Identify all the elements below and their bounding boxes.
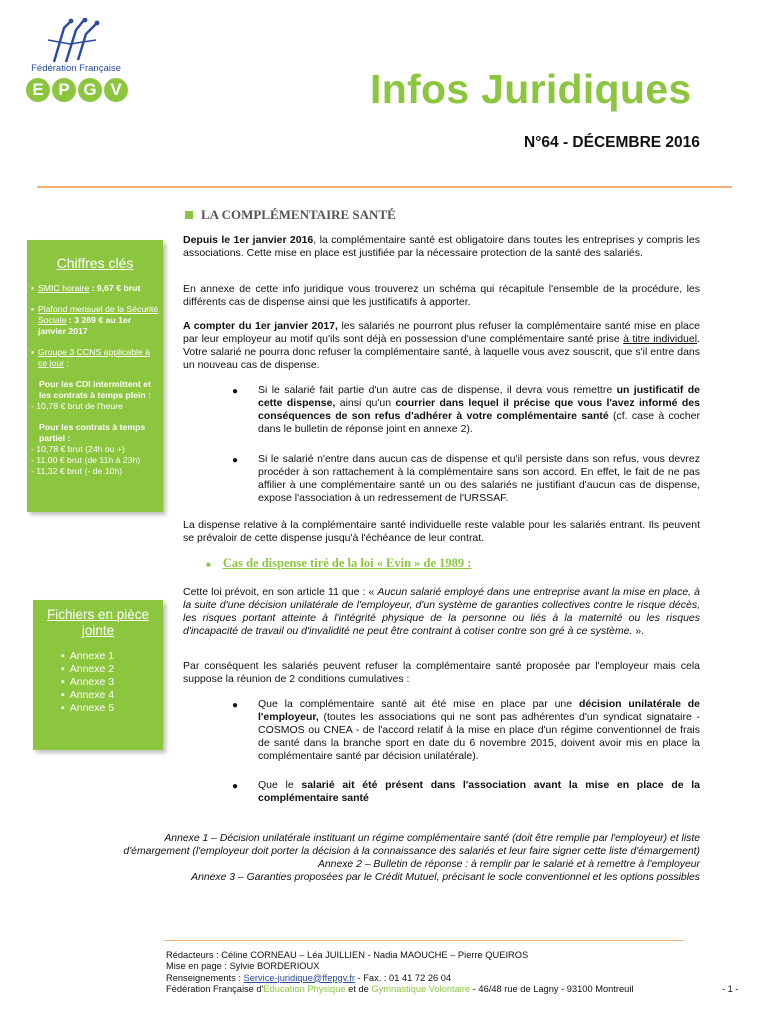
groupe-value: : bbox=[64, 358, 69, 368]
attachment-annexe-2[interactable]: ▪ Annexe 2 bbox=[61, 663, 114, 676]
plafond-item bbox=[31, 304, 161, 337]
bullet-icon: ● bbox=[232, 455, 239, 466]
key-figures-title: Chiffres clés bbox=[56, 255, 134, 271]
attachments-box bbox=[33, 600, 163, 750]
bullet-icon: ● bbox=[232, 386, 239, 397]
footer-redacteurs: Rédacteurs : Céline CORNEAU – Léa JUILLIEN - Nadia MAOUCHE – Pierre QUEIROS bbox=[166, 950, 529, 960]
partiel-title: Pour les contrats à temps partiel : bbox=[39, 422, 146, 443]
bullet-condition-1: Que la complémentaire santé ait été mise en place par une décision unilatérale de l'employeur, (toutes les associations qui ne sont pas adhérentes d'un syndicat signataire - COSMOS ou CNEA - de l'accord relatif à la mise en place d'un régime conventionnel de frais de santé dans la branche sport en date du 6 novembre 2015, doivent avoir mis en place la complémentaire santé par décision unilatérale). bbox=[258, 698, 700, 762]
key-figures-box bbox=[27, 240, 163, 512]
bullet-condition-2: Que le salarié ait été présent dans l'association avant la mise en place de la complémentaire santé bbox=[258, 779, 700, 804]
logo-letter-g: G bbox=[78, 78, 102, 102]
groupe-label: Groupe 3 CCNS applicable à ce jour bbox=[38, 347, 151, 368]
attachment-annexe-1[interactable]: ▪ Annexe 1 bbox=[61, 650, 114, 663]
cdi-rate: - 10,78 € brut de l'heure bbox=[31, 401, 123, 411]
attachment-annexe-3[interactable]: ▪ Annexe 3 bbox=[61, 676, 114, 689]
epgv-logo bbox=[18, 18, 130, 113]
footer-renseignements: Renseignements : Service-juridique@ffepgv.fr - Fax. : 01 41 72 26 04 bbox=[166, 972, 452, 983]
smic-label: SMIC horaire bbox=[38, 283, 90, 293]
bullet-icon: ■ bbox=[206, 559, 211, 569]
logo-letters bbox=[26, 78, 132, 102]
paragraph-dispense: La dispense relative à la complémentaire santé individuelle reste valable pour les salariés entrant. Ils peuvent se prévaloir de cette dispense jusqu'à l'échéance de leur contrat. bbox=[183, 519, 700, 544]
paragraph-loi-evin: Cette loi prévoit, en son article 11 que : « Aucun salarié employé dans une entreprise avant la mise en place, à la suite d'une décision unilatérale de l'employeur, d'un système de garanties collectives contre le risque décès, les risques portant atteinte à l'intégrité physique de la personne ou liés à la maternité ou les risques d'incapacité de travail ou d'invalidité ne peut être contraint à cotiser contre son gré à ce système. ». bbox=[183, 586, 701, 637]
plafond-label: Plafond mensuel de la Sécurité Sociale bbox=[38, 304, 159, 325]
attachment-annexe-5[interactable]: ▪ Annexe 5 bbox=[61, 702, 114, 715]
header-divider bbox=[37, 186, 732, 188]
section-title: LA COMPLÉMENTAIRE SANTÉ bbox=[185, 207, 396, 223]
logo-federation-text: Fédération Française bbox=[31, 63, 121, 74]
attachments-title: Fichiers en pièce jointe bbox=[46, 607, 150, 638]
partiel-rate-1: - 10,78 € brut (24h ou +) bbox=[31, 444, 125, 454]
email-link[interactable]: Service-juridique@ffepgv.fr bbox=[243, 972, 355, 983]
gymnast-figures-icon bbox=[40, 18, 110, 64]
footer-divider bbox=[164, 940, 684, 941]
logo-letter-p: P bbox=[52, 78, 76, 102]
paragraph-2017: A compter du 1er janvier 2017, les salariés ne pourront plus refuser la complémentaire santé mise en place par leur employeur au motif qu'ils sont déjà en possession d'une complémentaire santé prise à titre individuel. Votre salarié ne pourra donc refuser la complémentaire santé, à laquelle vous avez souscrit, que s'il entre dans un nouveau cas de dispense. bbox=[183, 320, 700, 371]
footer-mise-en-page: Mise en page : Sylvie BORDERIOUX bbox=[166, 961, 320, 972]
subsection-title: ■ Cas de dispense tiré de la loi « Evin » de 1989 : bbox=[206, 556, 472, 570]
smic-item bbox=[31, 283, 161, 294]
issue-number: N°64 - DÉCEMBRE 2016 bbox=[524, 134, 700, 151]
bullet-justificatif: Si le salarié fait partie d'un autre cas de dispense, il devra vous remettre un justificatif de cette dispense, ainsi qu'un courrier dans lequel il précise que vous l'avez informé des conséquences de son refus d'adhérer à votre complémentaire santé (cf. case à cocher dans le bulletin de réponse joint en annexe 2). bbox=[258, 384, 700, 435]
smic-value: : 9,67 € brut bbox=[89, 283, 141, 293]
bullet-icon: ▪ bbox=[31, 283, 35, 293]
bullet-icon: ● bbox=[232, 781, 239, 792]
annex-1-text: Annexe 1 – Décision unilatérale instituant un régime complémentaire santé (doit être remplie par l'employeur) et liste d'émargement (l'employeur doit porter la décision à la connaissance des salariés et leur faire signer cette liste d'émargement) bbox=[123, 833, 700, 857]
page-number: - 1 - bbox=[722, 984, 739, 994]
green-square-icon bbox=[185, 211, 193, 219]
logo-letter-e: E bbox=[26, 78, 50, 102]
cdi-title: Pour les CDI intermittent et les contrats à temps plein : bbox=[39, 379, 152, 400]
partiel-rate-2: - 11.00 € brut (de 11h à 23h) bbox=[31, 455, 141, 465]
bullet-refus: Si le salarié n'entre dans aucun cas de dispense et qu'il persiste dans son refus, vous devrez procéder à son rattachement à la complémentaire sans son accord. En effet, le fait de ne pas affilier à une complémentaire santé un ou des salariés ne justifiant d'aucun cas de dispense, expose l'association à un redressement de l'URSSAF. bbox=[258, 453, 700, 504]
partiel-rate-3: - 11,32 € brut (- de 10h) bbox=[31, 466, 123, 476]
annex-list bbox=[110, 832, 700, 884]
logo-letter-v: V bbox=[104, 78, 128, 102]
annex-2-text: Annexe 2 – Bulletin de réponse : à remplir par le salarié et à remettre à l'employeur bbox=[317, 859, 700, 870]
annex-3-text: Annexe 3 – Garanties proposées par le Crédit Mutuel, précisant le socle conventionnel et les options possibles bbox=[191, 872, 700, 883]
bullet-icon: ● bbox=[232, 700, 239, 711]
footer-federation: Fédération Française d'Education Physique et de Gymnastique Volontaire - 46/48 rue de Lagny - 93100 Montreuil bbox=[166, 983, 634, 994]
attachments-list bbox=[61, 650, 114, 715]
groupe-item bbox=[31, 347, 161, 369]
footer bbox=[166, 950, 746, 995]
bullet-icon: ▪ bbox=[31, 304, 35, 314]
attachment-annexe-4[interactable]: ▪ Annexe 4 bbox=[61, 689, 114, 702]
paragraph-intro: Depuis le 1er janvier 2016, la complémentaire santé est obligatoire dans toutes les entreprises y compris les associations. Cette mise en place est justifiée par la nécessaire protection de la santé des salariés. bbox=[183, 234, 700, 259]
paragraph-annex-info: En annexe de cette info juridique vous trouverez un schéma qui récapitule l'ensemble de la procédure, les différents cas de dispense ainsi que les justificatifs à apporter. bbox=[183, 283, 700, 308]
plafond-value: : 3 269 € au 1er janvier 2017 bbox=[38, 315, 132, 336]
bullet-icon: ▪ bbox=[31, 347, 35, 357]
document-title: Infos Juridiques bbox=[370, 66, 692, 112]
paragraph-consequence: Par conséquent les salariés peuvent refuser la complémentaire santé proposée par l'employeur mais cela suppose la réunion de 2 conditions cumulatives : bbox=[183, 660, 700, 685]
